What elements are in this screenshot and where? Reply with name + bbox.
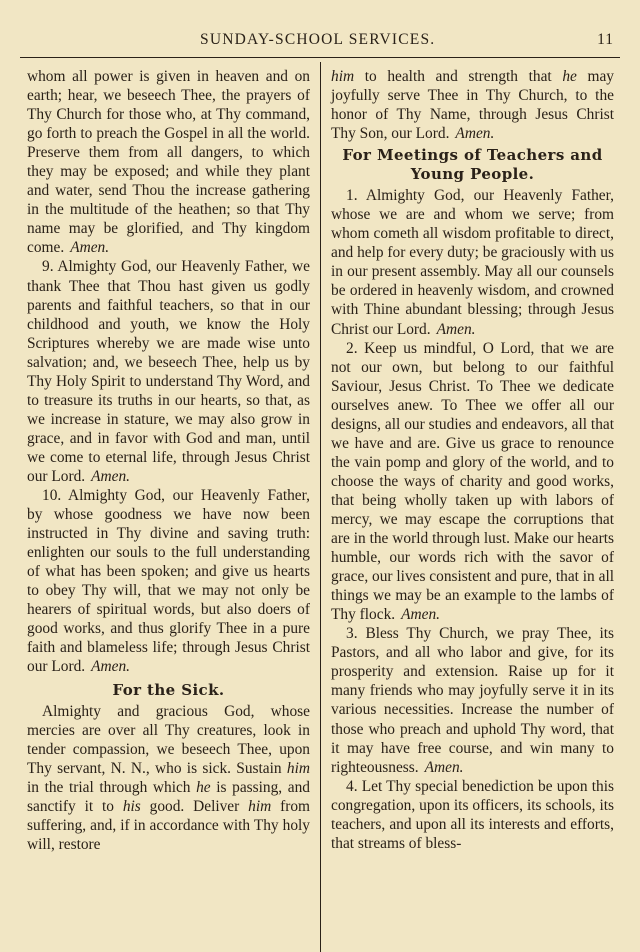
- page-header: [0, 30, 640, 54]
- paragraph-teachers-2: 2. Keep us mindful, O Lord, that we are not our own, but belong to our faithful Saviour, Jesus Christ. To Thee we dedicate ourselves anew. To Thee we offer all our designs, all our studies and endeavors, all that we have and are. Give us grace to renounce the vain pomp and glory of the world, and to choose the ways of charity and good works, that being wholly taken up with labors of mercy, we may escape the corruptions that are in the world through lust. Make our hearts humble, our words rich with the savor of grace, our lives consistent and pure, that in all things we may be an example to the lambs of Thy flock. Amen.: [331, 339, 614, 624]
- amen-label: Amen.: [436, 320, 476, 338]
- amen-label: Amen.: [401, 606, 441, 624]
- right-column: [331, 67, 614, 853]
- amen-label: Amen.: [455, 125, 495, 143]
- header-rule: [20, 57, 620, 58]
- paragraph-sick-cont: him to health and strength that he may joyfully serve Thee in Thy Church, to the honor of Thy Name, through Jesus Christ Thy Son, our Lord. Amen.: [331, 68, 614, 143]
- paragraph-prayer-9: 9. Almighty God, our Heavenly Father, we thank Thee that Thou hast given us godly parents and faithful teachers, so that in our childhood and youth, we know the Holy Scriptures whereby we are made wise unto salvation; and, we beseech Thee, help us by Thy Holy Spirit to understand Thy Word, and to treasure its truths in our hearts, so that, as we increase in stature, we may also grow in grace, and in favor with God and man, until we come to eternal life, through Jesus Christ our Lord. Amen.: [27, 258, 310, 485]
- paragraph-prayer-10: 10. Almighty God, our Heavenly Father, by whose goodness we have now been instructed in Thy divine and saving truth: enlighten our souls to the full understanding of what has been spoken; and give us hearts to obey Thy will, that we may not only be hearers of spiritual words, but also doers of good works, and thus glorify Thee in a pure faith and blameless life; through Jesus Christ our Lord. Amen.: [27, 487, 310, 676]
- paragraph-teachers-3: 3. Bless Thy Church, we pray Thee, its Pastors, and all who labor and give, for its prosperity and extension. Raise up for it many friends who may joyfully serve it in its various necessities. Increase the number of those who preach and uphold Thy word, that it may have free course, and win many to righteousness. Amen.: [331, 625, 614, 776]
- paragraph-teachers-4: 4. Let Thy special benediction be upon this congregation, upon its officers, its schools, its teachers, and upon all its interests and efforts, that streams of bless-: [331, 777, 614, 852]
- amen-label: Amen.: [91, 658, 131, 676]
- paragraph-sick: Almighty and gracious God, whose mercies are over all Thy creatures, look in tender compassion, we beseech Thee, upon Thy servant, N. N., who is sick. Sustain him in the trial through which he is passing, and sanctify it to his good. Deliver him from suffering, and, if in accordance with Thy holy will, restore: [27, 702, 310, 853]
- left-column: [27, 67, 310, 854]
- heading-for-the-sick: For the Sick.: [112, 680, 225, 699]
- page-number: 11: [597, 31, 614, 48]
- paragraph-teachers-1: 1. Almighty God, our Heavenly Father, whose we are and whom we serve; from whom cometh all wisdom profitable to direct, and help for every duty; be graciously with us in our present assembly. May all our counsels be ordered in heavenly wisdom, and crowned with Thine abundant blessing; through Jesus Christ our Lord. Amen.: [331, 187, 614, 338]
- paragraph-missions-cont: whom all power is given in heaven and on earth; hear, we beseech Thee, the prayers of Thy Church for those who, at Thy command, go forth to preach the Gospel in all the world. Preserve them from all dangers, to which they may be exposed; and while they plant and water, send Thou the increase gathering in the multitude of the heathen; so that Thy name may be glorified, and Thy kingdom come. Amen.: [27, 68, 310, 257]
- column-rule: [320, 62, 321, 952]
- amen-label: Amen.: [91, 467, 131, 485]
- running-head: SUNDAY-SCHOOL SERVICES.: [200, 31, 436, 48]
- amen-label: Amen.: [424, 758, 464, 776]
- amen-label: Amen.: [70, 239, 110, 257]
- heading-teachers-young-people: For Meetings of Teachers and Young People.: [342, 146, 603, 184]
